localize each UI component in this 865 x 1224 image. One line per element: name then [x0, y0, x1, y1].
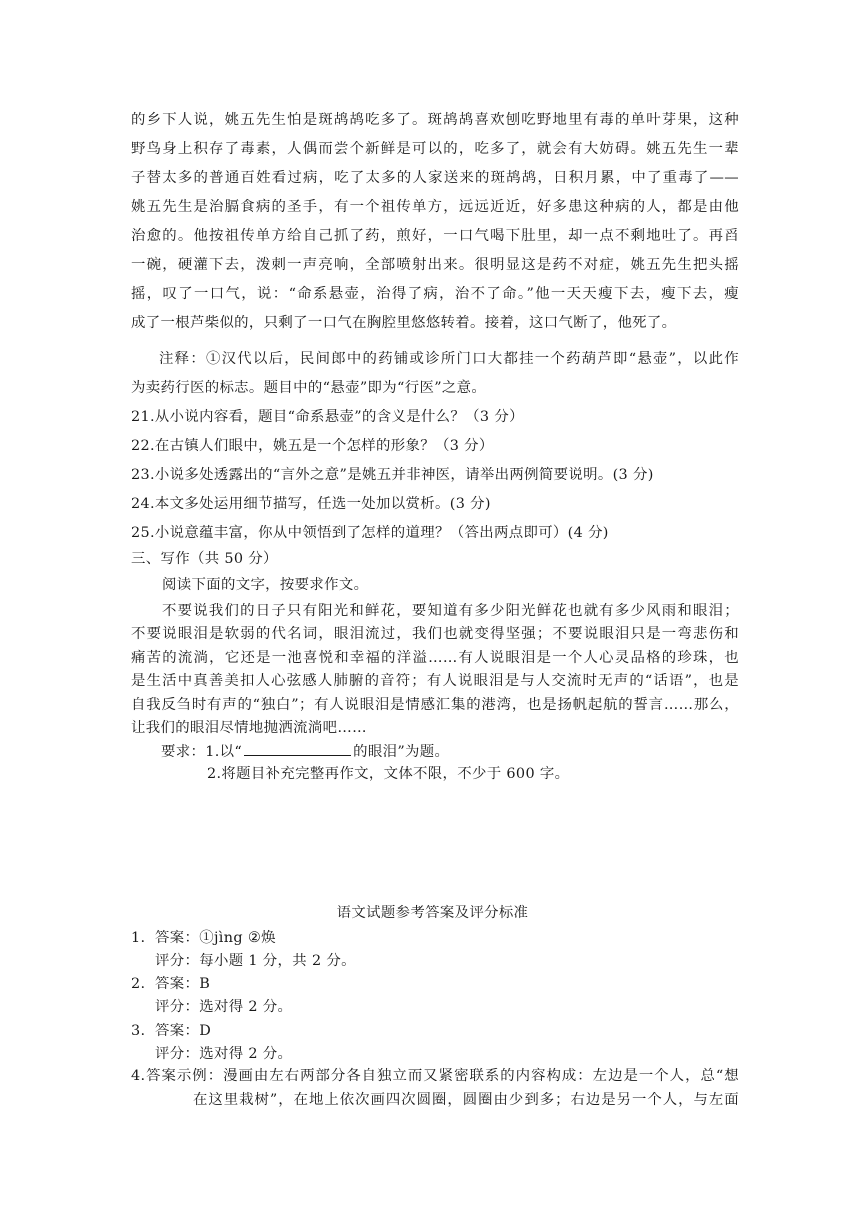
note-line: 注释：①汉代以后，民间郎中的药铺或诊所门口大都挂一个药葫芦即“悬壶”，以此作 — [159, 351, 739, 367]
answer-score: 评分：选对得 2 分。 — [155, 1046, 293, 1062]
requirement-1-prefix: 要求：1.以“ — [161, 744, 243, 760]
story-line: 一碗，硬灌下去，泼刺一声亮响，全部喷射出来。很明显这是药不对症，姚五先生把头摇 — [131, 257, 739, 273]
requirement-1 — [161, 741, 739, 762]
story-line: 摇，叹了一口气，说：“命系悬壶，治得了病，治不了命。”他一天天瘦下去，瘦下去，瘦 — [131, 286, 739, 302]
answer-item — [131, 1021, 739, 1041]
question-22: 22.在古镇人们眼中，姚五是一个怎样的形象？（3 分） — [131, 438, 494, 454]
answer-score: 评分：每小题 1 分，共 2 分。 — [155, 953, 356, 969]
requirement-2: 2.将题目补充完整再作文，文体不限，不少于 600 字。 — [207, 766, 570, 782]
writing-intro: 阅读下面的文字，按要求作文。 — [162, 577, 369, 593]
passage-line: 不要说眼泪是软弱的代名词，眼泪流过，我们也就变得坚强；不要说眼泪只是一弯悲伤和 — [131, 626, 739, 642]
answer-item — [131, 928, 739, 948]
requirement-1-suffix: 的眼泪”为题。 — [353, 744, 450, 760]
answer-text: 答案：①jìng ②焕 — [155, 930, 276, 946]
question-25: 25.小说意蕴丰富，你从中领悟到了怎样的道理？（答出两点即可）(4 分) — [131, 525, 609, 541]
answer-score: 评分：选对得 2 分。 — [155, 999, 293, 1015]
answer-item — [131, 974, 739, 994]
passage-line: 自我反刍时有声的“独白”；有人说眼泪是情感汇集的港湾，也是扬帆起航的誓言……那么， — [131, 697, 739, 713]
story-line: 成了一根芦柴似的，只剩了一口气在胸腔里悠悠转着。接着，这口气断了，他死了。 — [131, 315, 677, 331]
story-line: 治愈的。他按祖传单方给自己抓了药，煎好，一口气喝下肚里，却一点不剩地吐了。再舀 — [131, 228, 739, 244]
answer-text: 答案：D — [155, 1023, 212, 1039]
answer-number: 3. — [131, 1023, 146, 1039]
story-line: 野鸟身上积存了毒素，人偶而尝个新鲜是可以的，吃多了，就会有大妨碍。姚五先生一辈 — [131, 141, 739, 157]
answer-number: 2. — [131, 976, 146, 992]
question-24: 24.本文多处运用细节描写，任选一处加以赏析。(3 分) — [131, 496, 491, 512]
passage-line: 是生活中真善美扣人心弦感人肺腑的音符；有人说眼泪是与人交流时无声的“话语”，也是 — [131, 673, 739, 689]
passage-line: 痛苦的流淌，它还是一池喜悦和幸福的洋溢……有人说眼泪是一个人心灵品格的珍珠，也 — [131, 650, 739, 666]
answer-key-title: 语文试题参考答案及评分标准 — [336, 905, 529, 921]
story-line: 子替太多的普通百姓看过病，吃了太多的人家送来的斑鸪鸪，日积月累，中了重毒了—— — [131, 170, 739, 186]
question-21: 21.从小说内容看，题目“命系悬壶”的含义是什么？（3 分） — [131, 409, 524, 425]
answer-4-line: 在这里栽树”，在地上依次画四次圆圈，圆圈由少到多；右边是另一个人，与左面 — [193, 1092, 739, 1108]
story-line: 的乡下人说，姚五先生怕是斑鸪鸪吃多了。斑鸪鸪喜欢刨吃野地里有毒的单叶芽果，这种 — [131, 112, 739, 128]
answer-number: 1. — [131, 930, 146, 946]
note-line: 为卖药行医的标志。题目中的“悬壶”即为“行医”之意。 — [131, 380, 487, 396]
answer-4-line: 4.答案示例：漫画由左右两部分各自独立而又紧密联系的内容构成：左边是一个人，总“想 — [131, 1068, 739, 1084]
section-heading: 三、写作（共 50 分） — [131, 551, 278, 567]
passage-line: 不要说我们的日子只有阳光和鲜花，要知道有多少阳光鲜花也就有多少风雨和眼泪； — [162, 603, 739, 619]
passage-line: 让我们的眼泪尽情地抛洒流淌吧…… — [131, 720, 367, 736]
answer-text: 答案：B — [155, 976, 211, 992]
title-blank — [244, 741, 351, 756]
story-line: 姚五先生是治膈食病的圣手，有一个祖传单方，远远近近，好多患这种病的人，都是由他 — [131, 199, 739, 215]
question-23: 23.小说多处透露出的“言外之意”是姚五并非神医，请举出两例简要说明。(3 分) — [131, 467, 654, 483]
